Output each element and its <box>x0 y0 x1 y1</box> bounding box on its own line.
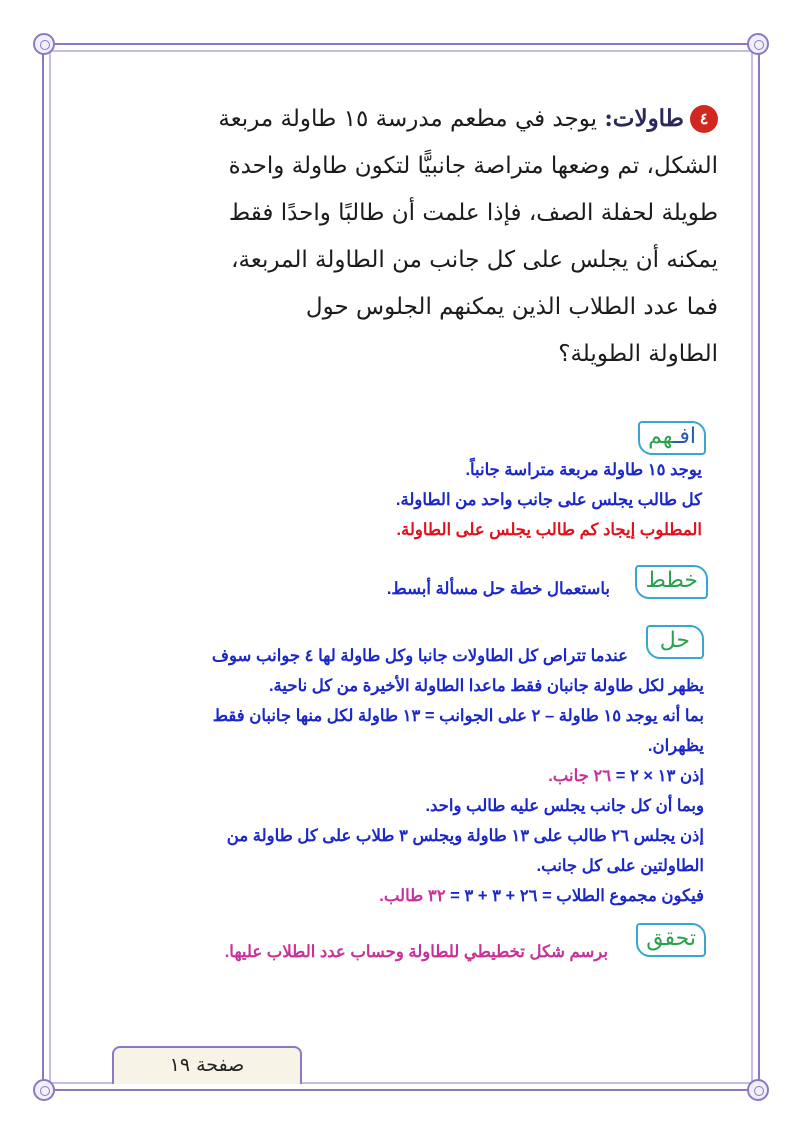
solve-line-3: بما أنه يوجد ١٥ طاولة – ٢ على الجوانب = ١٣ طاولة لكل منها جانبان فقط <box>212 707 704 725</box>
problem-text: يوجد في مطعم مدرسة ١٥ طاولة مربعة <box>218 106 597 132</box>
solve-total-prefix: فيكون مجموع الطلاب = ٢٦ + ٣ + ٣ = <box>445 887 704 905</box>
problem-line-5: فما عدد الطلاب الذين يمكنهم الجلوس حول <box>305 294 718 320</box>
solve-total <box>379 882 704 910</box>
problem-line-2: الشكل، تم وضعها متراصة جانبيًّا لتكون طاولة واحدة <box>228 153 718 179</box>
corner-ornament-top-right <box>747 33 769 55</box>
solve-calc-1 <box>548 762 704 790</box>
understand-line-1: يوجد ١٥ طاولة مربعة متراسة جانباً. <box>465 461 702 479</box>
solve-line-6: إذن يجلس ٢٦ طالب على ١٣ طاولة ويجلس ٣ طلاب على كل طاولة من <box>226 827 704 845</box>
check-text: برسم شكل تخطيطي للطاولة وحساب عدد الطلاب عليها. <box>224 943 608 961</box>
solve-line-2: يظهر لكل طاولة جانبان فقط ماعدا الطاولة الأخيرة من كل ناحية. <box>268 677 704 695</box>
solve-label: حل <box>646 625 704 659</box>
corner-ornament-bottom-right <box>747 1079 769 1101</box>
problem-number-badge: ٤ <box>690 105 718 133</box>
understand-label-a: افـ <box>672 424 696 449</box>
solve-total-result: ٣٢ طالب. <box>379 887 446 905</box>
solve-line-4: يظهران. <box>647 737 704 755</box>
check-label: تحقق <box>636 923 706 957</box>
problem-line-4: يمكنه أن يجلس على كل جانب من الطاولة المربعة، <box>231 247 718 273</box>
solve-line-5: وبما أن كل جانب يجلس عليه طالب واحد. <box>425 797 704 815</box>
understand-line-2: كل طالب يجلس على جانب واحد من الطاولة. <box>395 491 702 509</box>
corner-ornament-bottom-left <box>33 1079 55 1101</box>
problem-statement <box>158 95 718 378</box>
understand-label-b: هم <box>648 424 673 449</box>
solve-line-7: الطاولتين على كل جانب. <box>536 857 704 875</box>
understand-required: المطلوب إيجاد كم طالب يجلس على الطاولة. <box>396 521 702 539</box>
problem-keyword: طاولات: <box>604 105 684 132</box>
understand-label <box>638 421 706 455</box>
solve-line-1: عندما تتراص كل الطاولات جانبا وكل طاولة لها ٤ جوانب سوف <box>211 647 628 665</box>
problem-line-3: طويلة لحفلة الصف، فإذا علمت أن طالبًا واحدًا فقط <box>228 200 718 226</box>
solve-calc-1-prefix: إذن ١٣ × ٢ = <box>611 767 704 785</box>
corner-ornament-top-left <box>33 33 55 55</box>
page-number-tab: صفحة ١٩ <box>112 1046 302 1084</box>
plan-text: باستعمال خطة حل مسألة أبسط. <box>386 580 610 598</box>
problem-line-1 <box>158 95 718 143</box>
problem-line-6: الطاولة الطويلة؟ <box>558 341 718 367</box>
solve-calc-1-result: ٢٦ جانب. <box>548 767 612 785</box>
plan-label: خطط <box>635 565 708 599</box>
